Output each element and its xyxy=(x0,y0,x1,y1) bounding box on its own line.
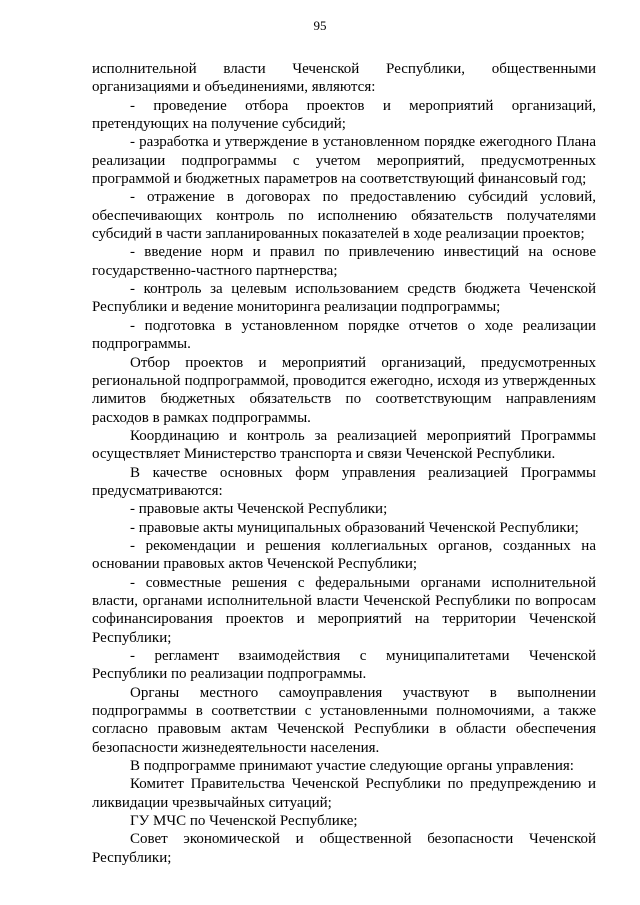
paragraph: ГУ МЧС по Чеченской Республике; xyxy=(130,813,358,830)
paragraph: Координацию и контроль за реализацией мероприятий Программы осуществляет Министерство транспорта и связи Чеченской Республики. xyxy=(92,427,596,463)
paragraph: Отбор проектов и мероприятий организаций, предусмотренных региональной подпрограммой, проводится ежегодно, исходя из утвержденных лимитов бюджетных обязательств по соответствующим направлениям расходов в рамках подпрограммы. xyxy=(92,354,596,426)
list-item: - регламент взаимодействия с муниципалитетами Чеченской Республики по реализации подпрограммы. xyxy=(92,648,596,683)
list-item: - правовые акты муниципальных образований Чеченской Республики; xyxy=(130,519,579,536)
paragraph: Органы местного самоуправления участвуют в выполнении подпрограммы в соответствии с установленными полномочиями, а также согласно правовым актам Чеченской Республики в области обеспечения безопасности жизнедеятельности населения. xyxy=(92,684,596,756)
list-item: - совместные решения с федеральными органами исполнительной власти, органами исполнительной власти Чеченской Республики по вопросам софинансирования проектов и мероприятий на территории Чеченской Республики; xyxy=(92,574,596,646)
paragraph: В подпрограмме принимают участие следующие органы управления: xyxy=(130,758,574,775)
list-item: - отражение в договорах по предоставлению субсидий условий, обеспечивающих контроль по исполнению обязательств получателями субсидий в части запланированных показателей в ходе реализации проектов; xyxy=(92,189,596,243)
page-number: 95 xyxy=(313,18,327,33)
list-item: - правовые акты Чеченской Республики; xyxy=(130,501,388,518)
list-item: - контроль за целевым использованием средств бюджета Чеченской Республики и ведение мониторинга реализации подпрограммы; xyxy=(92,281,596,316)
paragraph: Совет экономической и общественной безопасности Чеченской Республики; xyxy=(92,831,596,866)
list-item: - введение норм и правил по привлечению инвестиций на основе государственно-частного партнерства; xyxy=(92,244,596,279)
list-item: - подготовка в установленном порядке отчетов о ходе реализации подпрограммы. xyxy=(92,317,596,353)
list-item: - проведение отбора проектов и мероприятий организаций, претендующих на получение субсидий; xyxy=(92,97,596,133)
paragraph: Комитет Правительства Чеченской Республики по предупреждению и ликвидации чрезвычайных ситуаций; xyxy=(92,776,596,811)
list-item: - рекомендации и решения коллегиальных органов, созданных на основании правовых актов Чеченской Республики; xyxy=(92,537,596,573)
paragraph: исполнительной власти Чеченской Республики, общественными организациями и объединениями, являются: xyxy=(92,61,596,96)
body-text xyxy=(92,60,596,867)
paragraph: В качестве основных форм управления реализацией Программы предусматриваются: xyxy=(92,464,596,499)
list-item: - разработка и утверждение в установленном порядке ежегодного Плана реализации подпрограммы с учетом мероприятий, предусмотренных программой и бюджетных параметров на соответствующий финансовый год; xyxy=(92,134,596,188)
